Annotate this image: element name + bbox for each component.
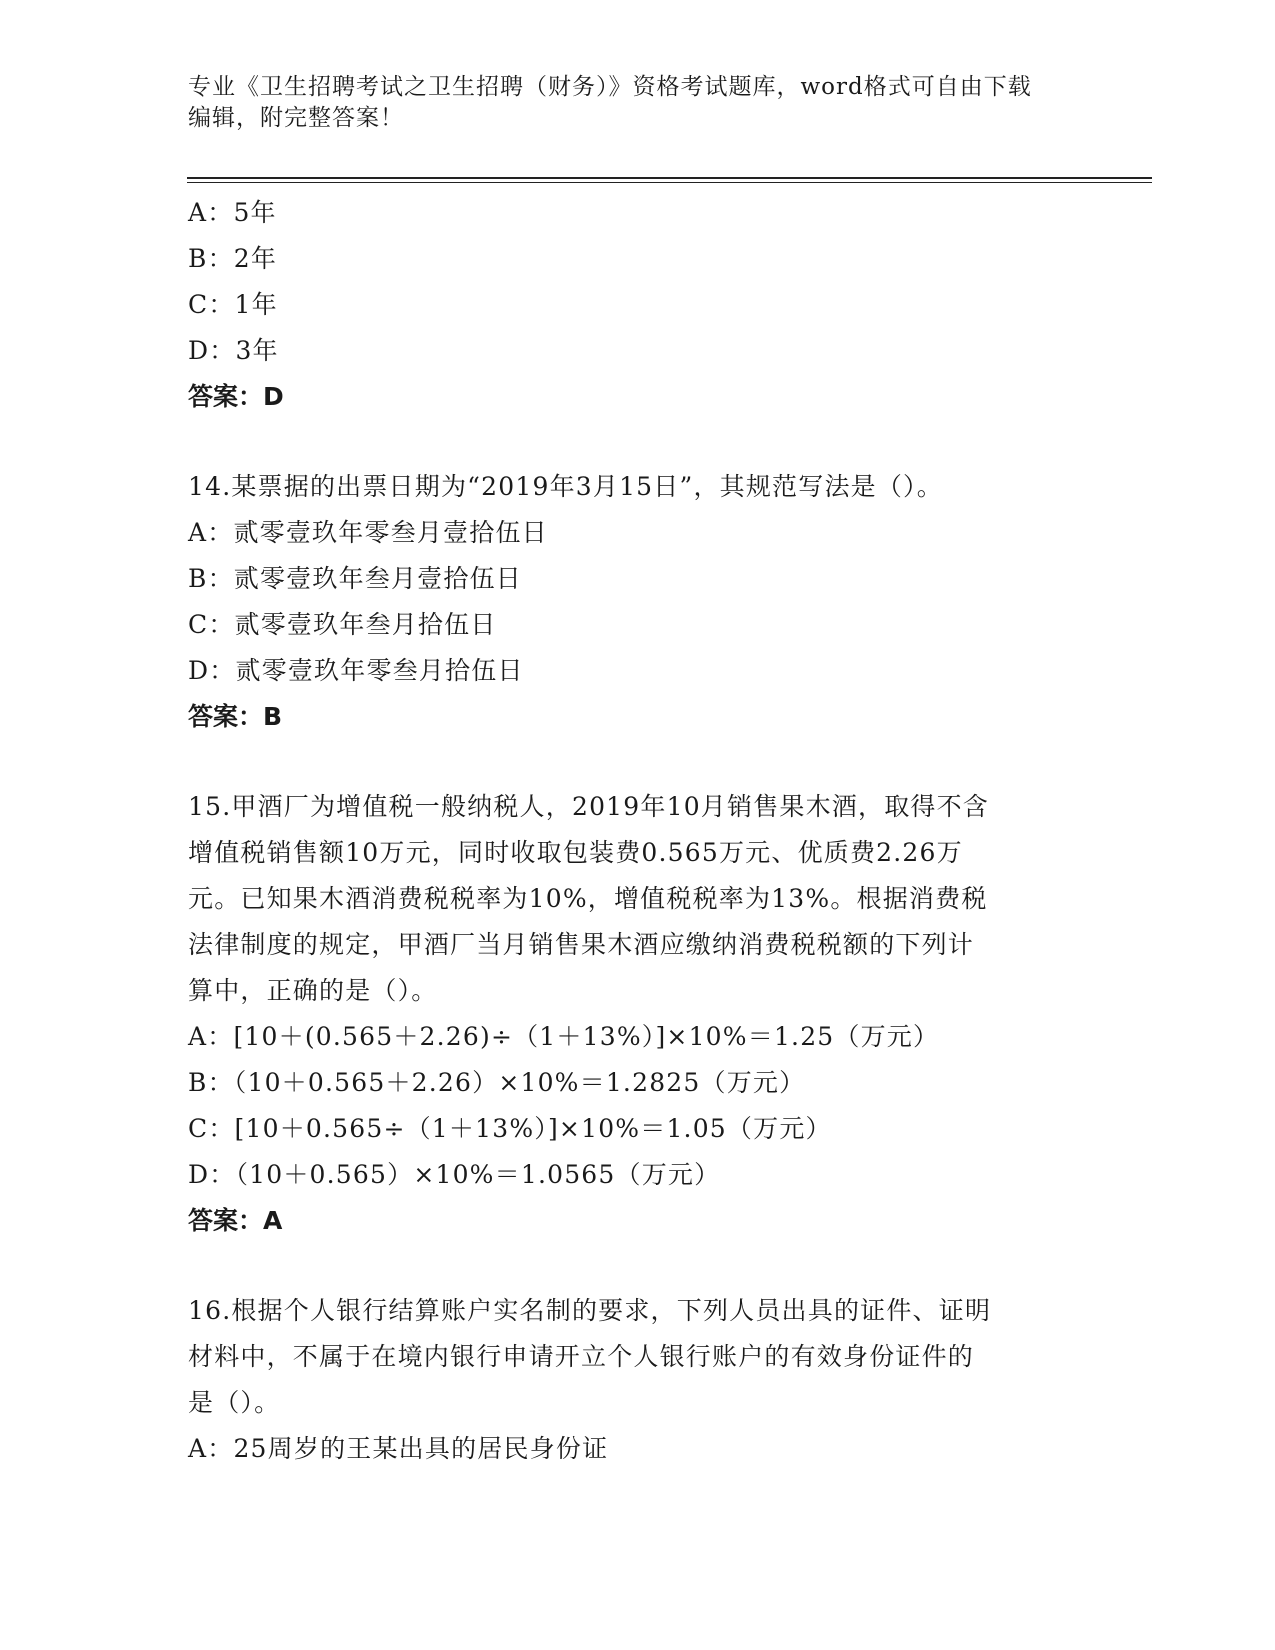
option-c: C：贰零壹玖年叁月拾伍日 [188, 610, 497, 639]
option-d: D：贰零壹玖年零叁月拾伍日 [188, 656, 524, 685]
option-a: A：5年 [188, 198, 277, 227]
question-13 [188, 190, 1088, 420]
question-stem: 算中，正确的是（）。 [188, 976, 438, 1005]
header-divider-thick [187, 177, 1152, 179]
question-stem: 14.某票据的出票日期为“2019年3月15日”，其规范写法是（）。 [188, 472, 943, 501]
question-14 [188, 464, 1088, 740]
option-c: C：1年 [188, 290, 278, 319]
option-b: B：2年 [188, 244, 278, 273]
option-a: A：[10＋(0.565＋2.26)÷（1＋13%）]×10%＝1.25（万元） [188, 1022, 940, 1051]
question-stem: 15.甲酒厂为增值税一般纳税人，2019年10月销售果木酒，取得不含 [188, 792, 989, 821]
question-stem: 是（）。 [188, 1388, 281, 1417]
answer-line: 答案：A [188, 1206, 283, 1235]
option-a: A：贰零壹玖年零叁月壹拾伍日 [188, 518, 548, 547]
option-a: A：25周岁的王某出具的居民身份证 [188, 1434, 609, 1463]
answer-line: 答案：B [188, 702, 283, 731]
question-stem: 材料中，不属于在境内银行申请开立个人银行账户的有效身份证件的 [188, 1342, 975, 1371]
answer-line: 答案：D [188, 382, 284, 411]
question-content [188, 190, 1088, 1472]
question-stem: 增值税销售额10万元，同时收取包装费0.565万元、优质费2.26万 [188, 838, 963, 867]
question-15 [188, 784, 1088, 1244]
header-line-1: 专业《卫生招聘考试之卫生招聘（财务）》资格考试题库，word格式可自由下载 [188, 74, 1032, 100]
question-16 [188, 1288, 1088, 1472]
header-divider-thin [187, 182, 1152, 183]
header-line-2: 编辑，附完整答案！ [188, 105, 404, 131]
option-b: B：贰零壹玖年叁月壹拾伍日 [188, 564, 522, 593]
question-stem: 法律制度的规定，甲酒厂当月销售果木酒应缴纳消费税税额的下列计 [188, 930, 975, 959]
option-d: D：（10＋0.565）×10%＝1.0565（万元） [188, 1160, 721, 1189]
document-header [188, 72, 1088, 134]
option-c: C：[10＋0.565÷（1＋13%）]×10%＝1.05（万元） [188, 1114, 832, 1143]
question-stem: 16.根据个人银行结算账户实名制的要求，下列人员出具的证件、证明 [188, 1296, 992, 1325]
option-d: D：3年 [188, 336, 279, 365]
option-b: B：（10＋0.565＋2.26）×10%＝1.2825（万元） [188, 1068, 806, 1097]
question-stem: 元。已知果木酒消费税税率为10%，增值税税率为13%。根据消费税 [188, 884, 988, 913]
